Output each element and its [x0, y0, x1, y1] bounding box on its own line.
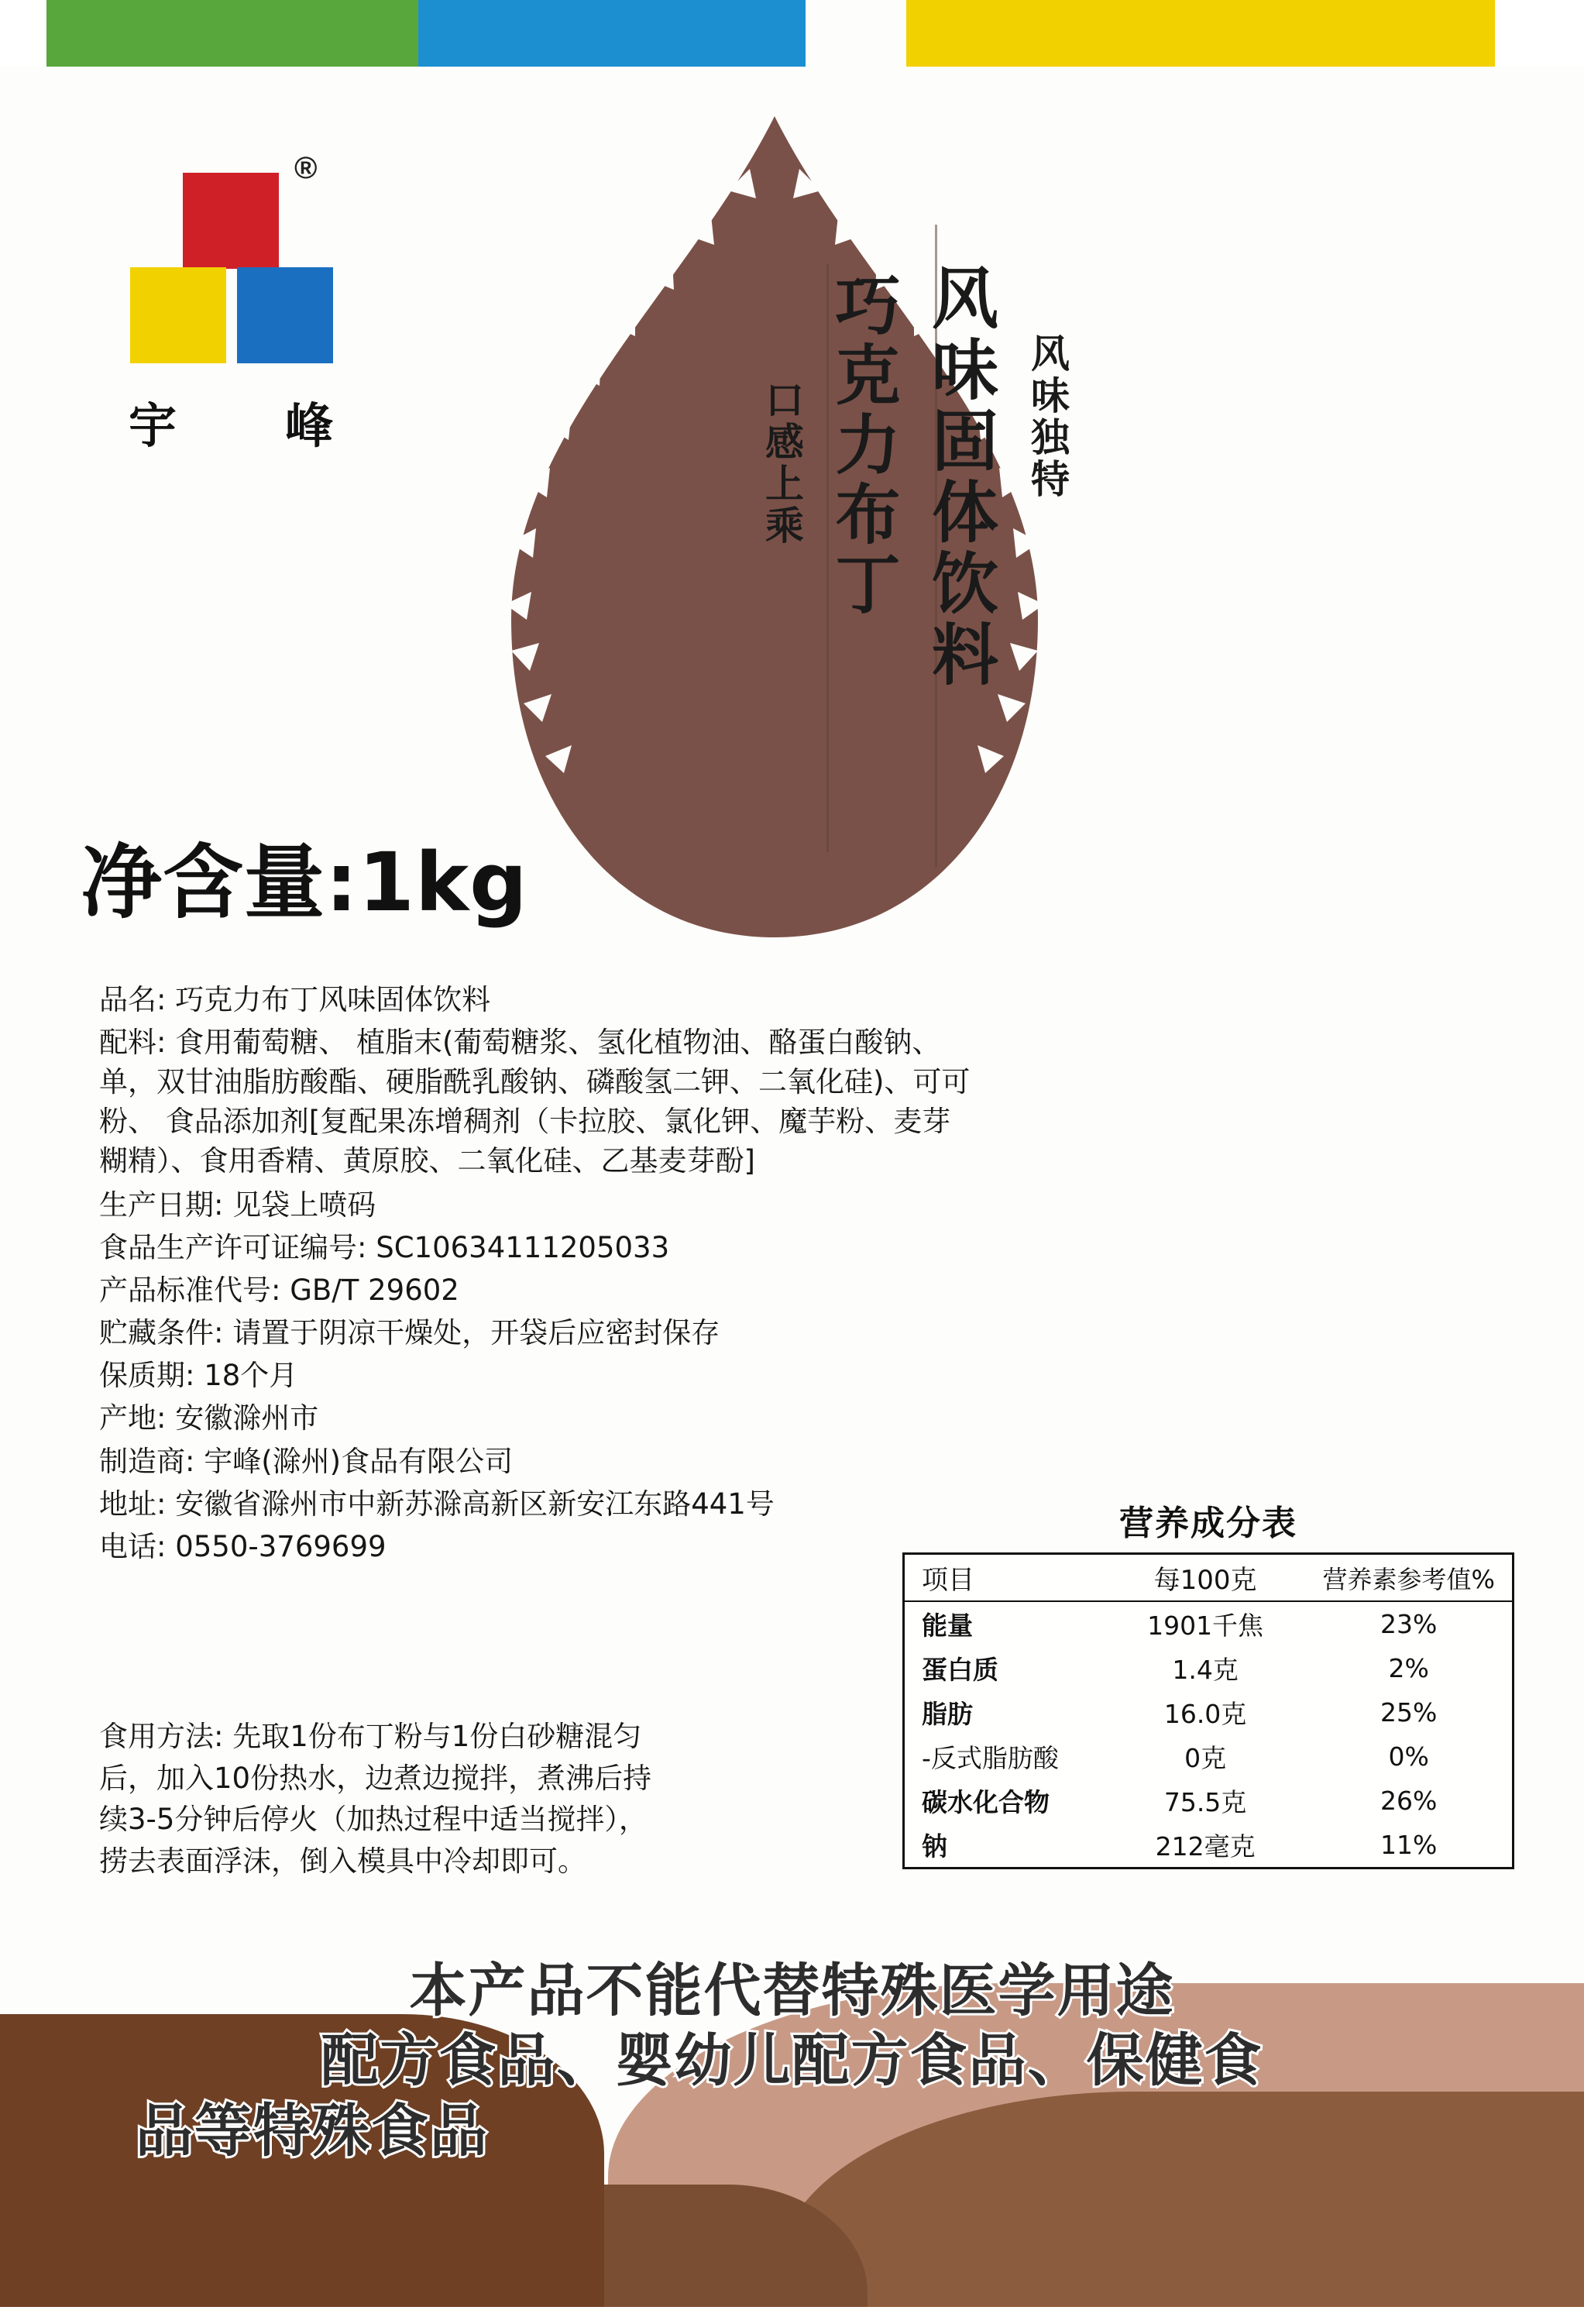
registered-trademark-icon: ® [294, 151, 318, 185]
nutrition-row-item: 钠 [922, 1831, 947, 1862]
nutrition-row-nrv: 11% [1380, 1830, 1438, 1860]
warning-line-3: 品等特殊食品 [136, 2097, 489, 2164]
warning-line-1: 本产品不能代替特殊医学用途 [409, 1958, 1175, 2024]
brand-char-right: 峰 [284, 397, 333, 454]
nutrition-row-nrv: 26% [1380, 1786, 1438, 1816]
band-segment-white-left [0, 0, 46, 67]
table-row [905, 1690, 1512, 1734]
nutrition-row-per100: 1901千焦 [1147, 1611, 1264, 1641]
table-row [905, 1823, 1512, 1867]
product-info-block [99, 980, 974, 1569]
cube-icon [122, 151, 339, 383]
table-row [905, 1601, 1512, 1646]
nutrition-header-row [905, 1555, 1512, 1601]
info-standard-code: 产品标准代号: GB/T 29602 [99, 1274, 459, 1308]
nutrition-row-item: 碳水化合物 [922, 1787, 1050, 1817]
band-segment-white-middle [806, 0, 906, 67]
nutrition-row-per100: 1.4克 [1172, 1655, 1239, 1685]
brand-char-left: 宇 [129, 397, 177, 454]
nutrition-row-item: -反式脂肪酸 [922, 1743, 1059, 1773]
nutrition-row-nrv: 0% [1388, 1741, 1429, 1772]
table-row [905, 1779, 1512, 1823]
nutrition-table [905, 1555, 1512, 1867]
band-segment-green [46, 0, 418, 67]
nutrition-row-per100: 16.0克 [1163, 1699, 1247, 1729]
info-ingredients: 配料: 食用葡萄糖、 植脂末(葡萄糖浆、氢化植物油、酪蛋白酸钠、单，双甘油脂肪酸酯、硬脂酰乳酸钠、磷酸氢二钾、二氧化硅)、可可粉、 食品添加剂[复配果冻增稠剂（卡拉胶、氯化钾、魔芋粉、麦芽糊精）、食用香精、黄原胶、二氧化硅、乙基麦芽酚] [99, 1026, 971, 1178]
brand-name [115, 387, 347, 456]
droplet-slogan-right: 风味独特 [1025, 333, 1070, 500]
cube-face-red [183, 173, 279, 269]
nutrition-row-per100: 212毫克 [1155, 1831, 1256, 1862]
droplet-title-line2: 巧克力布丁 [825, 271, 901, 620]
band-segment-yellow [906, 0, 1495, 67]
table-row [905, 1646, 1512, 1690]
table-row [905, 1734, 1512, 1779]
droplet-text-layer [496, 108, 1070, 961]
nutrition-row-item: 蛋白质 [922, 1655, 998, 1685]
net-weight-text: 净含量:1kg [81, 835, 528, 930]
nutrition-row-nrv: 23% [1380, 1609, 1438, 1639]
brand-logo [115, 151, 347, 476]
nutrition-header-item: 项目 [905, 1555, 1105, 1601]
regulatory-warning-text [0, 1956, 1584, 2166]
nutrition-table-box [902, 1552, 1514, 1869]
droplet-slogan-left: 口感上乘 [759, 380, 804, 547]
nutrition-row-item: 脂肪 [922, 1699, 973, 1729]
band-segment-blue [418, 0, 806, 67]
info-storage-condition: 贮藏条件: 请置于阴凉干燥处，开袋后应密封保存 [99, 1316, 720, 1350]
cube-face-blue [237, 267, 333, 363]
info-shelf-life: 保质期: 18个月 [99, 1359, 298, 1393]
info-origin: 产地: 安徽滁州市 [99, 1401, 319, 1435]
top-color-band [0, 0, 1584, 67]
cube-face-yellow [130, 267, 226, 363]
info-license-number: 食品生产许可证编号: SC10634111205033 [99, 1231, 670, 1265]
nutrition-facts [902, 1495, 1514, 1869]
band-segment-white-right [1495, 0, 1584, 67]
nutrition-row-item: 能量 [922, 1611, 973, 1641]
info-address: 地址: 安徽省滁州市中新苏滁高新区新安江东路441号 [99, 1487, 775, 1521]
info-manufacturer: 制造商: 宇峰(滁州)食品有限公司 [99, 1444, 514, 1478]
droplet-graphic [496, 108, 1070, 961]
warning-line-2: 配方食品、婴幼儿配方食品、保健食 [321, 2027, 1263, 2095]
info-usage-instructions: 食用方法: 先取1份布丁粉与1份白砂糖混匀后，加入10份热水，边煮边搅拌，煮沸后持续3-5分钟后停火（加热过程中适当搅拌），捞去表面浮沫，倒入模具中冷却即可。 [99, 1720, 652, 1878]
nutrition-row-per100: 75.5克 [1163, 1787, 1247, 1817]
info-phone: 电话: 0550-3769699 [99, 1529, 387, 1563]
info-production-date: 生产日期: 见袋上喷码 [99, 1188, 376, 1222]
nutrition-title: 营养成分表 [1119, 1504, 1297, 1543]
info-product-name: 品名: 巧克力布丁风味固体饮料 [99, 983, 491, 1016]
nutrition-row-nrv: 25% [1380, 1697, 1438, 1728]
nutrition-header-nrv: 营养素参考值% [1305, 1555, 1512, 1601]
droplet-title-line1: 风味固体饮料 [920, 263, 998, 691]
nutrition-row-nrv: 2% [1388, 1653, 1429, 1683]
bottom-white-strip [0, 2307, 1584, 2324]
nutrition-row-per100: 0克 [1184, 1743, 1227, 1773]
nutrition-header-per100: 每100克 [1105, 1555, 1306, 1601]
